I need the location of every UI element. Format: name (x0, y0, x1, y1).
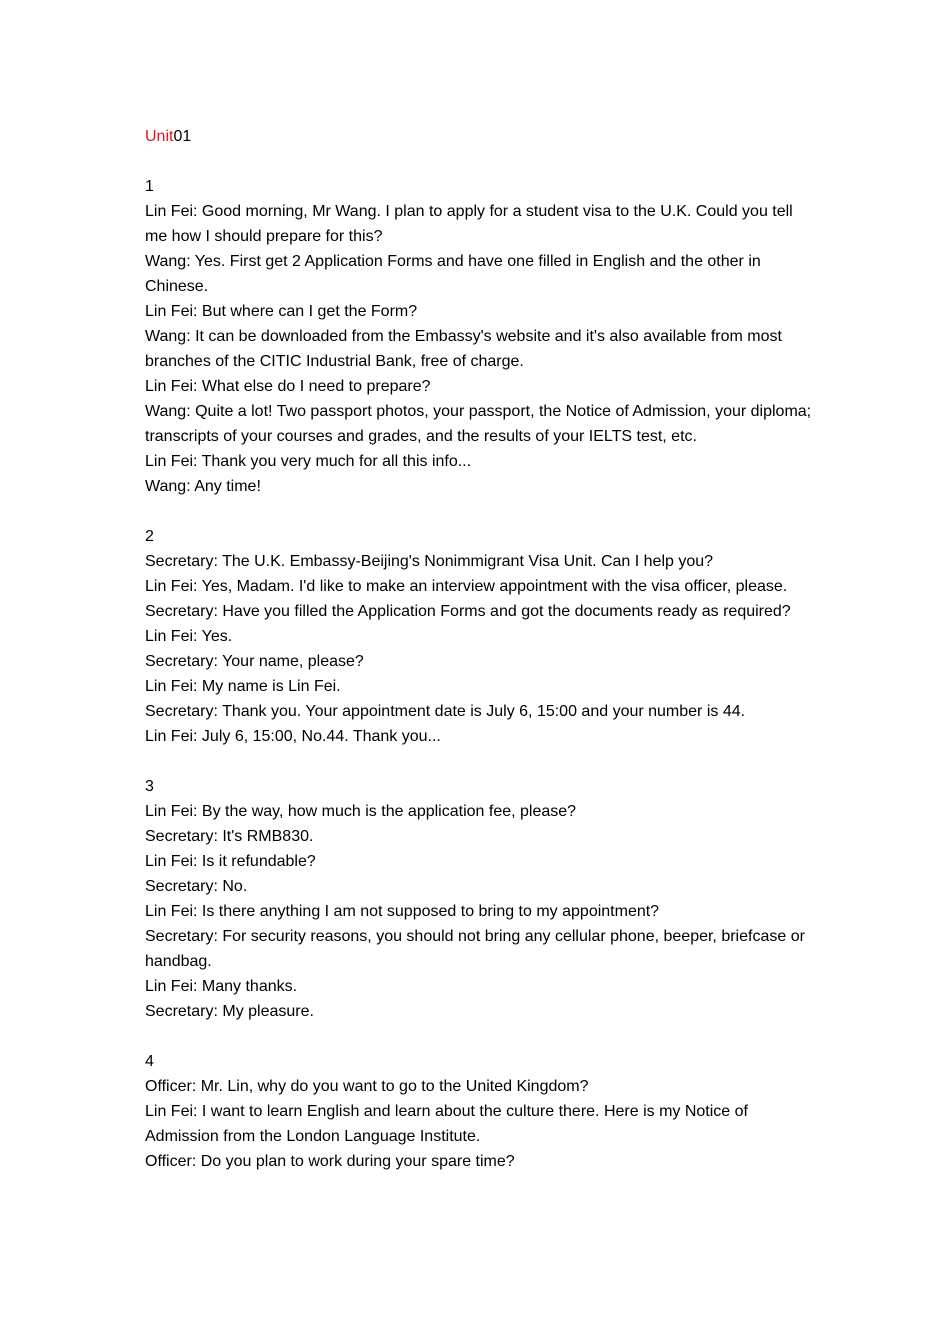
unit-title-number: 01 (173, 128, 192, 145)
dialogue-line: Wang: Quite a lot! Two passport photos, your passport, the Notice of Admission, your diploma; transcripts of your courses and grades, and the results of your IELTS test, etc. (145, 403, 812, 445)
dialogue-line: Secretary: For security reasons, you should not bring any cellular phone, beeper, briefcase or handbag. (145, 928, 805, 970)
dialogue-line: Wang: Yes. First get 2 Application Forms and have one filled in English and the other in Chinese. (145, 253, 761, 295)
dialogue-line: Lin Fei: Yes, Madam. I'd like to make an interview appointment with the visa officer, please. (145, 578, 788, 595)
section-number: 3 (145, 778, 154, 795)
dialogue-section-1 (145, 174, 815, 499)
section-number: 4 (145, 1053, 154, 1070)
dialogue-section-3 (145, 774, 815, 1024)
unit-title-word: Unit (145, 128, 174, 145)
dialogue-line: Secretary: The U.K. Embassy-Beijing's Nonimmigrant Visa Unit. Can I help you? (145, 553, 714, 570)
dialogue-line: Officer: Do you plan to work during your spare time? (145, 1153, 515, 1170)
dialogue-line: Secretary: Have you filled the Application Forms and got the documents ready as required? (145, 603, 791, 620)
dialogue-line: Lin Fei: I want to learn English and learn about the culture there. Here is my Notice of Admission from the London Language Institute. (145, 1103, 748, 1145)
dialogue-line: Lin Fei: My name is Lin Fei. (145, 678, 341, 695)
dialogue-sections (145, 174, 815, 1174)
dialogue-line: Lin Fei: Is there anything I am not supposed to bring to my appointment? (145, 903, 660, 920)
dialogue-line: Lin Fei: Yes. (145, 628, 233, 645)
dialogue-line: Secretary: Your name, please? (145, 653, 364, 670)
dialogue-line: Secretary: It's RMB830. (145, 828, 314, 845)
dialogue-line: Lin Fei: July 6, 15:00, No.44. Thank you... (145, 728, 441, 745)
dialogue-line: Wang: It can be downloaded from the Embassy's website and it's also available from most branches of the CITIC Industrial Bank, free of charge. (145, 328, 782, 370)
dialogue-line: Lin Fei: But where can I get the Form? (145, 303, 418, 320)
section-number: 2 (145, 528, 154, 545)
dialogue-line: Secretary: Thank you. Your appointment date is July 6, 15:00 and your number is 44. (145, 703, 746, 720)
dialogue-line: Officer: Mr. Lin, why do you want to go to the United Kingdom? (145, 1078, 589, 1095)
dialogue-line: Lin Fei: Is it refundable? (145, 853, 316, 870)
dialogue-section-2 (145, 524, 815, 749)
dialogue-line: Lin Fei: Many thanks. (145, 978, 298, 995)
dialogue-line: Wang: Any time! (145, 478, 261, 495)
unit-title (145, 124, 815, 149)
dialogue-line: Lin Fei: Thank you very much for all this info... (145, 453, 472, 470)
dialogue-section-4 (145, 1049, 815, 1174)
document-page (145, 124, 815, 1174)
dialogue-line: Lin Fei: By the way, how much is the application fee, please? (145, 803, 577, 820)
dialogue-line: Lin Fei: Good morning, Mr Wang. I plan to apply for a student visa to the U.K. Could you tell me how I should prepare for this? (145, 203, 793, 245)
dialogue-line: Secretary: No. (145, 878, 248, 895)
section-number: 1 (145, 178, 154, 195)
dialogue-line: Secretary: My pleasure. (145, 1003, 314, 1020)
dialogue-line: Lin Fei: What else do I need to prepare? (145, 378, 431, 395)
